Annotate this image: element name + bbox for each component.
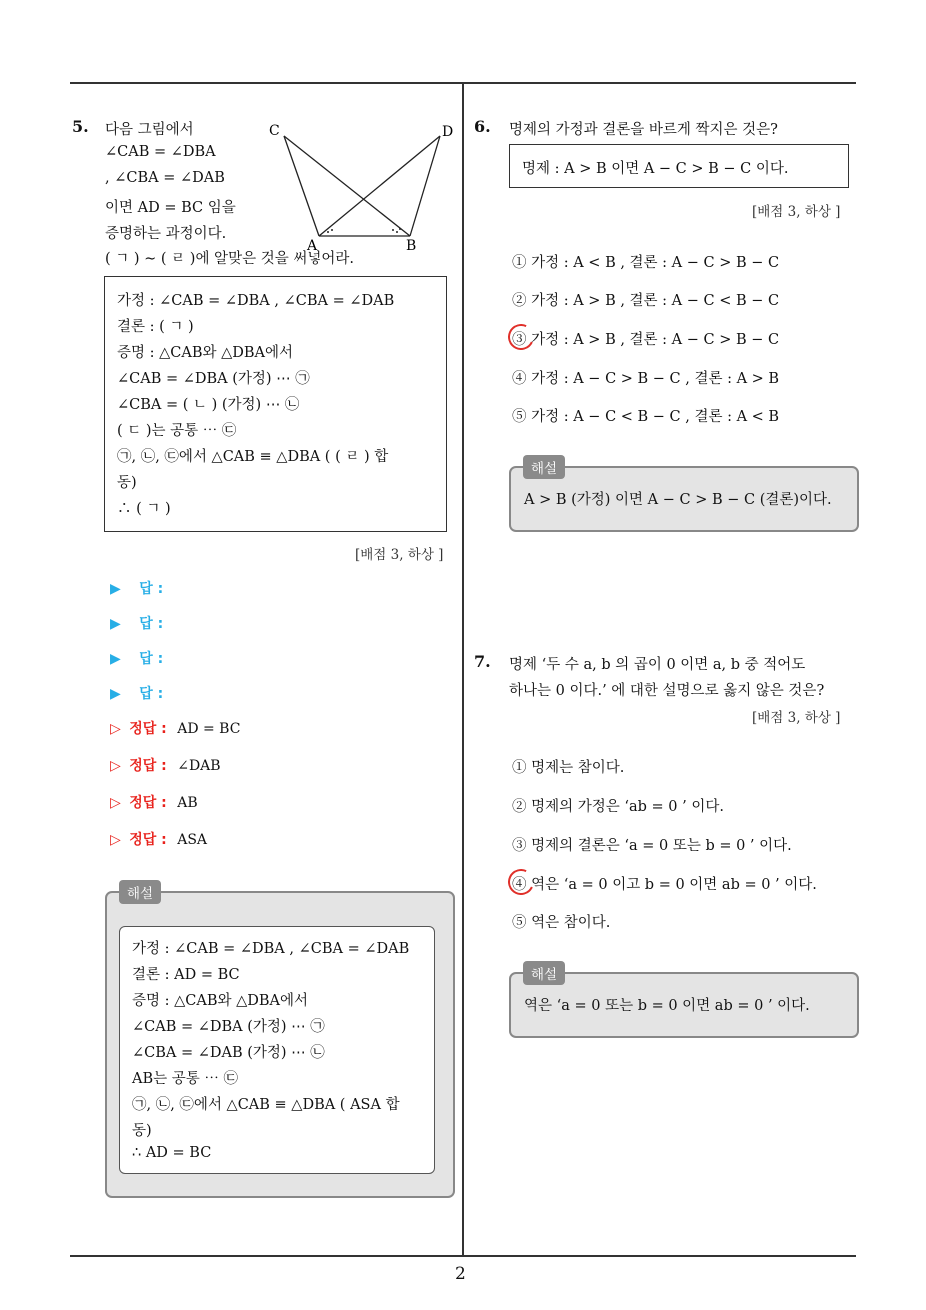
answer-label: 답 : xyxy=(139,581,164,597)
proof-line: ∴ ( ㄱ ) xyxy=(117,501,171,517)
q7-question-line: 명제 ‘두 수 a, b 의 곱이 0 이면 a, b 중 적어도 xyxy=(509,657,806,673)
answer-label: 답 : xyxy=(139,616,164,632)
answer-label: 답 : xyxy=(139,686,164,702)
q6-option[interactable]: ③ 가정 : A > B , 결론 : A − C > B − C xyxy=(512,332,780,348)
play-triangle-icon: ▶ xyxy=(110,651,121,667)
q7-option[interactable]: ① 명제는 참이다. xyxy=(512,760,625,776)
q6-proposition-box xyxy=(509,144,849,188)
q7-explanation-text: 역은 ‘a = 0 또는 b = 0 이면 ab = 0 ’ 이다. xyxy=(524,998,810,1014)
outline-triangle-icon: ▷ xyxy=(110,721,121,737)
proof-line: 가정 : ∠CAB = ∠DBA , ∠CBA = ∠DAB xyxy=(117,293,395,309)
q5-text-line: 이면 AD = BC 임을 xyxy=(105,200,236,216)
q6-option[interactable]: ⑤ 가정 : A − C < B − C , 결론 : A < B xyxy=(512,409,780,425)
label-b: B xyxy=(406,238,417,254)
angle-mark xyxy=(392,229,394,231)
angle-mark xyxy=(331,229,333,231)
q5-score: [배점 3, 하상 ] xyxy=(355,547,444,563)
triangle-figure xyxy=(262,118,462,258)
segment-ca xyxy=(284,136,319,236)
q6-question: 명제의 가정과 결론을 바르게 짝지은 것은? xyxy=(509,122,778,138)
outline-triangle-icon: ▷ xyxy=(110,795,121,811)
q5-proof-box xyxy=(104,276,447,532)
label-c: C xyxy=(269,123,280,139)
label-a: A xyxy=(307,238,318,254)
correct-value: AB xyxy=(177,795,198,811)
answer-row xyxy=(110,578,163,598)
q6-explanation-tag: 해설 xyxy=(523,455,565,479)
correct-answer-row xyxy=(110,718,240,738)
outline-triangle-icon: ▷ xyxy=(110,758,121,774)
q5-explanation-tag: 해설 xyxy=(119,880,161,904)
q7-question-line: 하나는 0 이다.’ 에 대한 설명으로 옳지 않은 것은? xyxy=(509,683,825,699)
correct-answer-row xyxy=(110,829,207,849)
play-triangle-icon: ▶ xyxy=(110,581,121,597)
explanation-line: ∠CAB = ∠DBA (가정) ⋯ ㉠ xyxy=(132,1019,325,1035)
play-triangle-icon: ▶ xyxy=(110,686,121,702)
explanation-line: 동) xyxy=(132,1123,152,1139)
segment-cb xyxy=(284,136,410,236)
proof-line: ∠CAB = ∠DBA (가정) ⋯ ㉠ xyxy=(117,371,310,387)
explanation-line: 가정 : ∠CAB = ∠DBA , ∠CBA = ∠DAB xyxy=(132,941,410,957)
q7-option[interactable]: ④ 역은 ‘a = 0 이고 b = 0 이면 ab = 0 ’ 이다. xyxy=(512,877,817,893)
correct-value: ASA xyxy=(177,832,208,848)
answer-row xyxy=(110,683,163,703)
proof-line: ㉠, ㉡, ㉢에서 △CAB ≡ △DBA ( ( ㄹ ) 합 xyxy=(117,449,389,465)
q6-option[interactable]: ② 가정 : A > B , 결론 : A − C < B − C xyxy=(512,293,780,309)
correct-label: 정답 : xyxy=(129,758,167,774)
proof-line: 결론 : ( ㄱ ) xyxy=(117,319,194,335)
segment-db xyxy=(410,136,440,236)
proof-line: ∠CBA = ( ㄴ ) (가정) ⋯ ㉡ xyxy=(117,397,300,413)
q6-option[interactable]: ① 가정 : A < B , 결론 : A − C > B − C xyxy=(512,255,780,271)
explanation-line: AB는 공통 ⋯ ㉢ xyxy=(132,1071,238,1087)
proof-line: ( ㄷ )는 공통 ⋯ ㉢ xyxy=(117,423,237,439)
label-d: D xyxy=(442,124,454,140)
answer-label: 답 : xyxy=(139,651,164,667)
q7-score: [배점 3, 하상 ] xyxy=(752,710,841,726)
q7-option[interactable]: ⑤ 역은 참이다. xyxy=(512,915,611,931)
q5-explanation-panel xyxy=(105,891,455,1198)
column-divider xyxy=(462,84,464,1256)
q7-option[interactable]: ② 명제의 가정은 ‘ab = 0 ’ 이다. xyxy=(512,799,724,815)
q5-explanation-inner xyxy=(119,926,435,1174)
proof-line: 동) xyxy=(117,475,137,491)
correct-value: ∠DAB xyxy=(177,758,221,774)
angle-mark xyxy=(399,228,401,230)
outline-triangle-icon: ▷ xyxy=(110,832,121,848)
correct-value: AD = BC xyxy=(177,721,241,737)
q6-option[interactable]: ④ 가정 : A − C > B − C , 결론 : A > B xyxy=(512,371,780,387)
correct-label: 정답 : xyxy=(129,795,167,811)
angle-mark xyxy=(327,231,329,233)
q5-text-line: 증명하는 과정이다. xyxy=(105,226,227,242)
q5-number: 5. xyxy=(72,117,89,136)
q6-explanation-text: A > B (가정) 이면 A − C > B − C (결론)이다. xyxy=(524,492,832,508)
q5-text-line: 다음 그림에서 xyxy=(105,122,194,138)
explanation-line: ∴ AD = BC xyxy=(132,1145,212,1161)
answer-row xyxy=(110,648,163,668)
bottom-rule xyxy=(70,1255,856,1257)
correct-answer-row xyxy=(110,792,198,812)
correct-label: 정답 : xyxy=(129,721,167,737)
proof-line: 증명 : △CAB와 △DBA에서 xyxy=(117,345,294,361)
answer-row xyxy=(110,613,163,633)
q7-number: 7. xyxy=(474,652,491,671)
segment-da xyxy=(319,136,440,236)
q7-option[interactable]: ③ 명제의 결론은 ‘a = 0 또는 b = 0 ’ 이다. xyxy=(512,838,792,854)
explanation-line: 증명 : △CAB와 △DBA에서 xyxy=(132,993,309,1009)
page-number: 2 xyxy=(455,1264,466,1284)
q5-text-line: , ∠CBA = ∠DAB xyxy=(105,170,225,186)
explanation-line: ∠CBA = ∠DAB (가정) ⋯ ㉡ xyxy=(132,1045,325,1061)
q6-number: 6. xyxy=(474,117,491,136)
angle-mark xyxy=(396,231,398,233)
q7-explanation-tag: 해설 xyxy=(523,961,565,985)
correct-label: 정답 : xyxy=(129,832,167,848)
explanation-line: ㉠, ㉡, ㉢에서 △CAB ≡ △DBA ( ASA 합 xyxy=(132,1097,400,1113)
play-triangle-icon: ▶ xyxy=(110,616,121,632)
explanation-line: 결론 : AD = BC xyxy=(132,967,240,983)
q6-proposition: 명제 : A > B 이면 A − C > B − C 이다. xyxy=(522,161,789,177)
q5-text-line: ∠CAB = ∠DBA xyxy=(105,144,216,160)
q5-text-line: ( ㄱ ) ∼ ( ㄹ )에 알맞은 것을 써넣어라. xyxy=(105,247,354,268)
correct-answer-row xyxy=(110,755,221,775)
q6-score: [배점 3, 하상 ] xyxy=(752,204,841,220)
